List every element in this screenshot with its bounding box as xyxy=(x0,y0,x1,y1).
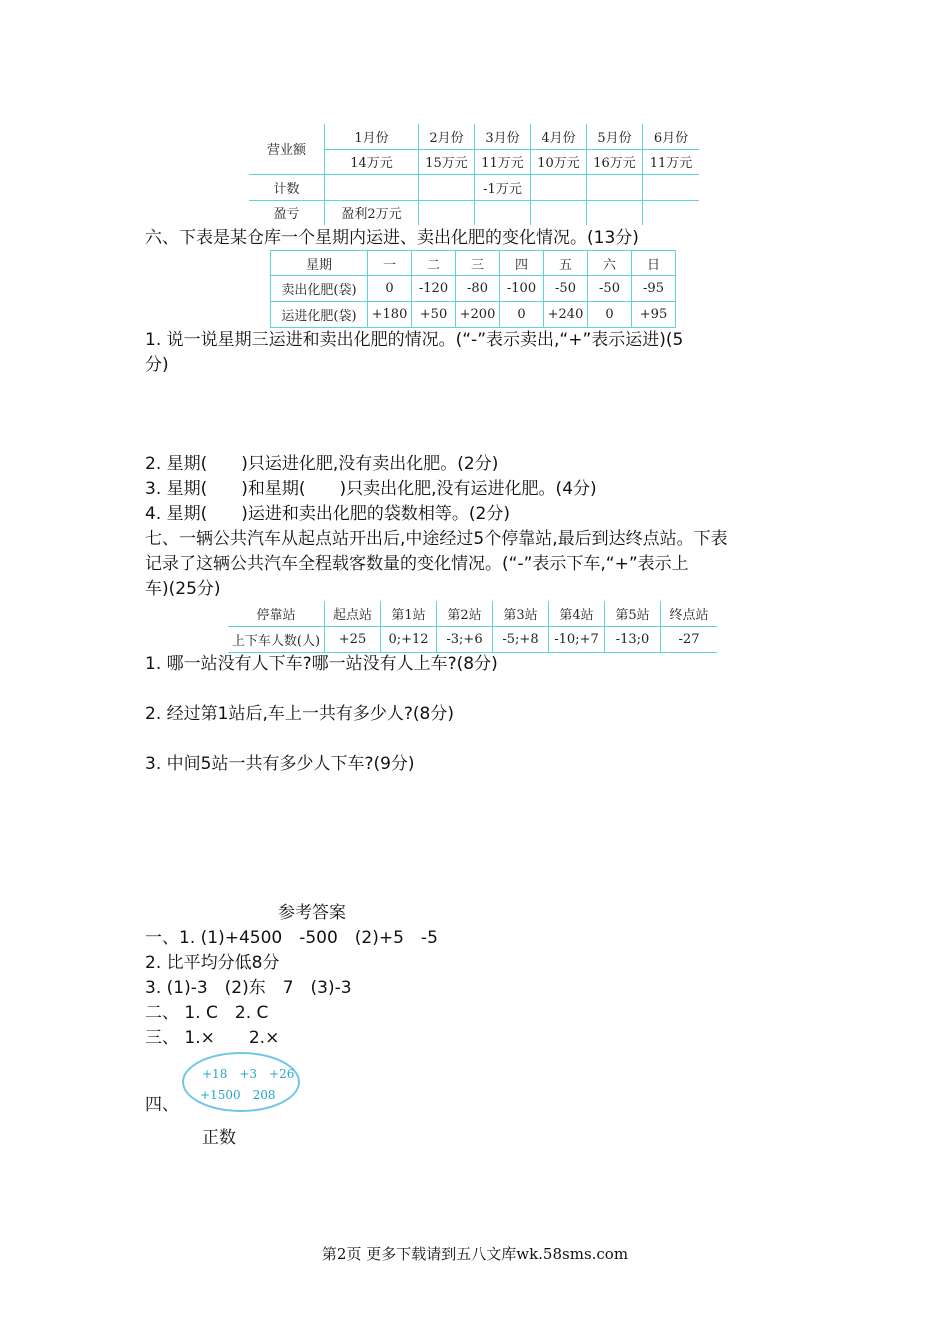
profit-cell xyxy=(475,200,531,225)
data-cell: 0 xyxy=(588,302,632,328)
data-cell: -5;+8 xyxy=(493,626,549,652)
q6-title: 六、下表是某仓库一个星期内运进、卖出化肥的变化情况。(13分) xyxy=(145,228,639,248)
answer-line: 2. 比平均分低8分 xyxy=(145,953,280,973)
amount-cell: 11万元 xyxy=(643,149,700,174)
revenue-table xyxy=(249,124,699,225)
q7-sub2: 2. 经过第1站后,车上一共有多少人?(8分) xyxy=(145,704,454,724)
answer-line: 二、 1. C 2. C xyxy=(145,1003,269,1023)
count-cell xyxy=(325,174,419,200)
data-cell: +25 xyxy=(325,626,381,652)
ellipse-line2: +1500 208 xyxy=(200,1088,276,1102)
count-label: 计数 xyxy=(249,174,325,200)
profit-cell xyxy=(587,200,643,225)
page-footer: 第2页 更多下载请到五八文库wk.58sms.com xyxy=(321,1245,629,1263)
month-cell: 3月份 xyxy=(475,124,531,149)
data-cell: +240 xyxy=(544,302,588,328)
q7-sub3: 3. 中间5站一共有多少人下车?(9分) xyxy=(145,754,415,774)
profit-cell xyxy=(531,200,587,225)
data-cell: +50 xyxy=(412,302,456,328)
bus-table xyxy=(228,601,717,653)
profit-cell xyxy=(643,200,700,225)
amount-cell: 15万元 xyxy=(419,149,475,174)
month-cell: 4月份 xyxy=(531,124,587,149)
header-cell: 二 xyxy=(412,251,456,276)
header-cell: 日 xyxy=(632,251,676,276)
data-cell: -80 xyxy=(456,276,500,302)
amount-cell: 16万元 xyxy=(587,149,643,174)
month-cell: 1月份 xyxy=(325,124,419,149)
fertilizer-table xyxy=(270,250,676,328)
data-cell: -27 xyxy=(661,626,718,652)
data-cell: -10;+7 xyxy=(549,626,605,652)
row-label: 运进化肥(袋) xyxy=(271,302,368,328)
ellipse-line1: +18 +3 +26 xyxy=(202,1067,295,1081)
count-cell xyxy=(587,174,643,200)
amount-cell: 10万元 xyxy=(531,149,587,174)
q6-sub1-line1: 1. 说一说星期三运进和卖出化肥的情况。(“-”表示卖出,“+”表示运进)(5 xyxy=(145,330,684,350)
header-cell: 六 xyxy=(588,251,632,276)
data-cell: +180 xyxy=(368,302,412,328)
header-cell: 停靠站 xyxy=(228,601,325,626)
data-cell: -50 xyxy=(544,276,588,302)
header-cell: 终点站 xyxy=(661,601,718,626)
amount-cell: 14万元 xyxy=(325,149,419,174)
profit-cell xyxy=(419,200,475,225)
month-cell: 5月份 xyxy=(587,124,643,149)
answer-line: 三、 1.× 2.× xyxy=(145,1028,280,1048)
q6-sub2: 2. 星期( )只运进化肥,没有卖出化肥。(2分) xyxy=(145,454,499,474)
row-label: 卖出化肥(袋) xyxy=(271,276,368,302)
count-cell: -1万元 xyxy=(475,174,531,200)
data-cell: +200 xyxy=(456,302,500,328)
header-cell: 星期 xyxy=(271,251,368,276)
data-cell: -100 xyxy=(500,276,544,302)
header-cell: 第4站 xyxy=(549,601,605,626)
profit-label: 盈亏 xyxy=(249,200,325,225)
data-cell: 0 xyxy=(368,276,412,302)
header-cell: 四 xyxy=(500,251,544,276)
header-cell: 一 xyxy=(368,251,412,276)
answer-line: 3. (1)-3 (2)东 7 (3)-3 xyxy=(145,978,352,998)
q7-title-line2: 记录了这辆公共汽车全程载客数量的变化情况。(“-”表示下车,“+”表示上 xyxy=(145,554,689,574)
data-cell: -95 xyxy=(632,276,676,302)
data-cell: -3;+6 xyxy=(437,626,493,652)
month-cell: 2月份 xyxy=(419,124,475,149)
positive-numbers-ellipse xyxy=(182,1052,300,1112)
data-cell: +95 xyxy=(632,302,676,328)
row-label: 上下车人数(人) xyxy=(228,626,325,652)
data-cell: 0 xyxy=(500,302,544,328)
amount-cell: 11万元 xyxy=(475,149,531,174)
data-cell: 0;+12 xyxy=(381,626,437,652)
header-cell: 起点站 xyxy=(325,601,381,626)
count-cell xyxy=(419,174,475,200)
answer-four-label: 四、 xyxy=(145,1095,179,1115)
header-cell: 第5站 xyxy=(605,601,661,626)
revenue-label: 营业额 xyxy=(249,124,325,174)
answer-line: 一、1. (1)+4500 -500 (2)+5 -5 xyxy=(145,928,438,948)
count-cell xyxy=(531,174,587,200)
header-cell: 第1站 xyxy=(381,601,437,626)
q6-sub4: 4. 星期( )运进和卖出化肥的袋数相等。(2分) xyxy=(145,504,510,524)
data-cell: -120 xyxy=(412,276,456,302)
count-cell xyxy=(643,174,700,200)
q6-sub3: 3. 星期( )和星期( )只卖出化肥,没有运进化肥。(4分) xyxy=(145,479,597,499)
header-cell: 第3站 xyxy=(493,601,549,626)
profit-cell: 盈利2万元 xyxy=(325,200,419,225)
data-cell: -13;0 xyxy=(605,626,661,652)
header-cell: 三 xyxy=(456,251,500,276)
month-cell: 6月份 xyxy=(643,124,700,149)
q7-sub1: 1. 哪一站没有人下车?哪一站没有人上车?(8分) xyxy=(145,654,498,674)
header-cell: 第2站 xyxy=(437,601,493,626)
header-cell: 五 xyxy=(544,251,588,276)
answers-heading: 参考答案 xyxy=(278,903,346,923)
q6-sub1-line2: 分) xyxy=(145,355,169,375)
ellipse-caption: 正数 xyxy=(202,1128,236,1148)
q7-title-line3: 车)(25分) xyxy=(145,579,221,599)
data-cell: -50 xyxy=(588,276,632,302)
q7-title-line1: 七、一辆公共汽车从起点站开出后,中途经过5个停靠站,最后到达终点站。下表 xyxy=(145,529,728,549)
